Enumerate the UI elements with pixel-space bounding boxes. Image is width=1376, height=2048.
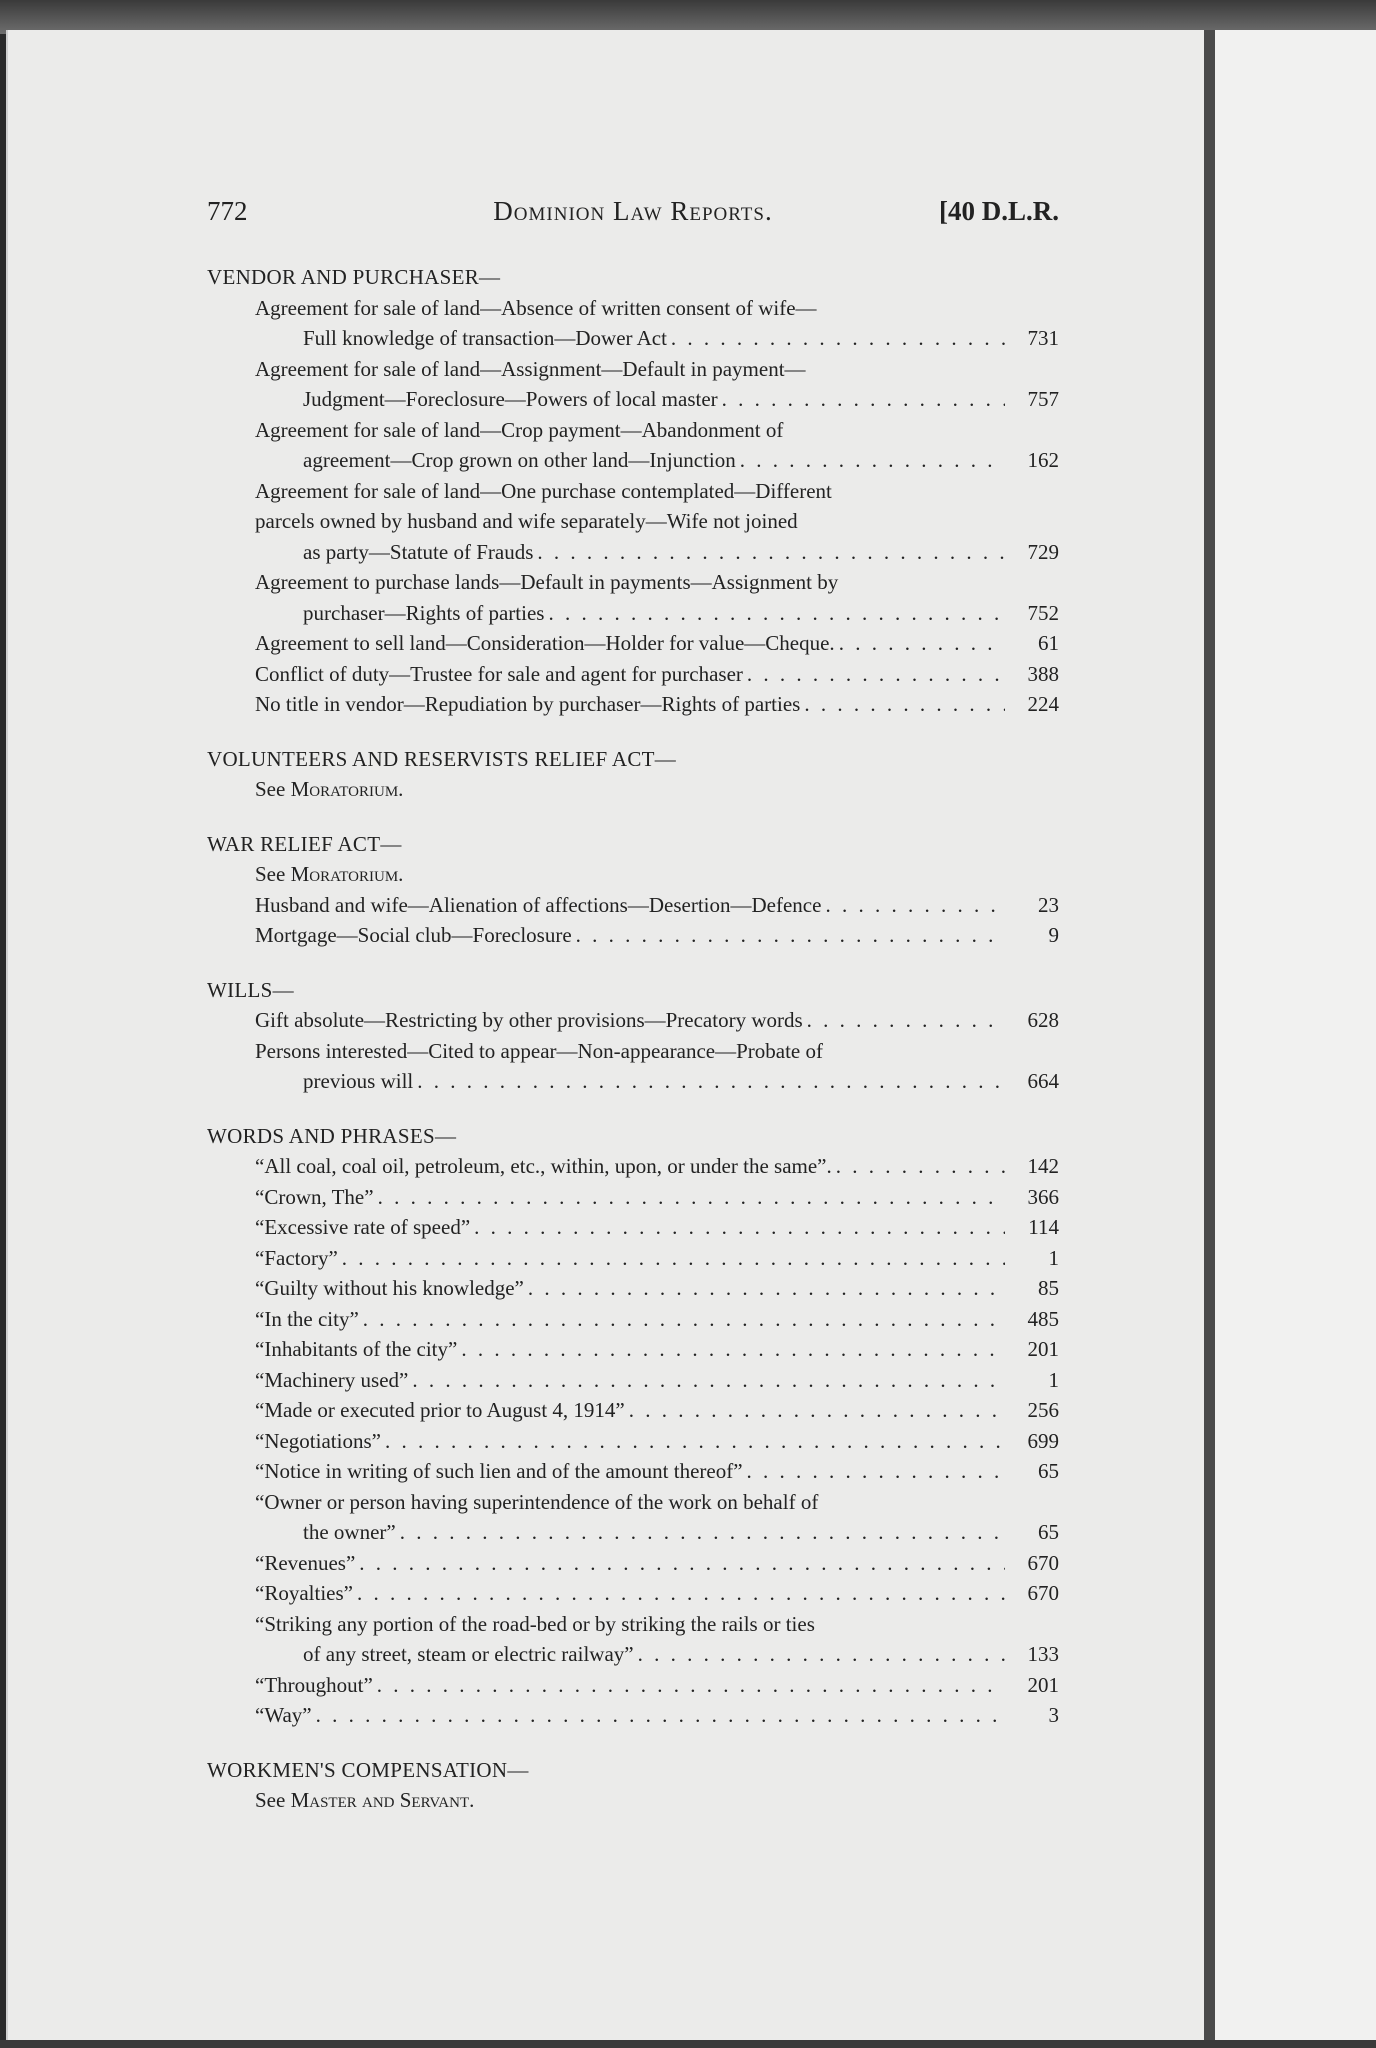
dot-leader [807, 1005, 1005, 1036]
entry-page-number: 142 [1027, 1154, 1059, 1178]
entry-text: of any street, steam or electric railway” [303, 1642, 634, 1666]
entry-text: the owner” [303, 1520, 396, 1544]
entry-text: “Royalties” [255, 1581, 353, 1605]
entry-last-line [255, 1273, 1005, 1304]
dot-leader [747, 659, 1005, 690]
entry-text: purchaser—Rights of parties [303, 600, 545, 625]
section-heading: WILLS— [207, 977, 294, 1002]
dot-leader [400, 1517, 1005, 1548]
index-entry [207, 659, 1059, 690]
index-entry [207, 1365, 1059, 1396]
entry-page-number: 65 [1038, 1520, 1059, 1544]
entry-text: Gift absolute—Restricting by other provisions—Precatory words [255, 1008, 803, 1032]
entry-text: as party—Statute of Frauds [303, 539, 534, 564]
entry-page-number: 1 [1048, 1245, 1059, 1270]
entry-text: Conflict of duty—Trustee for sale and agent for purchaser [255, 661, 743, 686]
see-reference: Moratorium. [290, 777, 404, 801]
index-entry [207, 1700, 1059, 1731]
entry-last-line [255, 1700, 1005, 1731]
dot-leader [576, 920, 1005, 951]
entry-last-line [255, 1334, 1005, 1365]
book-gutter [1204, 30, 1215, 2040]
entry-last-line [303, 384, 1005, 415]
entry-last-line [255, 1456, 1005, 1487]
facing-page [1215, 30, 1376, 2040]
entry-text: “Guilty without his knowledge” [255, 1276, 524, 1300]
index-entry [207, 354, 1059, 415]
dot-leader [537, 537, 1005, 568]
index-entry [207, 1304, 1059, 1335]
entry-last-line [255, 1005, 1005, 1036]
entry-last-line [303, 323, 1005, 354]
entry-page-number: 731 [1027, 326, 1059, 350]
entry-text: “Inhabitants of the city” [255, 1337, 458, 1361]
entry-text: “Throughout” [255, 1672, 373, 1697]
dot-leader [722, 384, 1005, 415]
dot-leader [548, 598, 1005, 629]
entry-last-line [303, 1639, 1005, 1670]
dot-leader [461, 1334, 1005, 1365]
entry-line: “Owner or person having superintendence of the work on behalf of [255, 1489, 819, 1514]
entry-line: “Striking any portion of the road-bed or by striking the rails or ties [255, 1611, 815, 1636]
see-prefix: See [255, 1788, 286, 1812]
index-entry [207, 1182, 1059, 1213]
entry-line: Agreement to purchase lands—Default in payments—Assignment by [255, 570, 839, 594]
dot-leader [671, 323, 1005, 354]
entry-text: “Negotiations” [255, 1428, 381, 1453]
entry-last-line [255, 659, 1005, 690]
entry-page-number: 162 [1027, 448, 1059, 472]
index-entry [207, 890, 1059, 921]
index-section [207, 262, 1059, 720]
entry-text: No title in vendor—Repudiation by purchaser—Rights of parties [255, 692, 801, 716]
entry-page-number: 757 [1027, 387, 1059, 411]
index-section [207, 829, 1059, 951]
index-entry [207, 415, 1059, 476]
section-heading: WAR RELIEF ACT— [207, 831, 402, 856]
entry-page-number: 699 [1027, 1428, 1059, 1453]
entry-text: previous will [303, 1069, 414, 1093]
index-entry [207, 1548, 1059, 1579]
dot-leader [417, 1066, 1005, 1097]
entry-last-line [255, 1395, 1005, 1426]
index-entry [207, 1273, 1059, 1304]
page-number: 772 [207, 196, 248, 226]
entry-page-number: 670 [1027, 1550, 1059, 1575]
entry-page-number: 23 [1038, 892, 1059, 917]
entry-page-number: 729 [1027, 539, 1059, 564]
entry-page-number: 3 [1048, 1703, 1059, 1727]
dot-leader [357, 1578, 1005, 1609]
dot-leader [747, 1456, 1005, 1487]
volume-reference: [40 D.L.R. [939, 196, 1059, 226]
scan-bottom-edge [0, 2040, 1376, 2048]
index-entry [207, 1487, 1059, 1548]
dot-leader [804, 689, 1005, 720]
index-content [207, 262, 1059, 1840]
entry-line: Persons interested—Cited to appear—Non-appearance—Probate of [255, 1038, 823, 1063]
entry-page-number: 628 [1027, 1008, 1059, 1032]
see-reference: Moratorium. [290, 862, 404, 886]
index-section [207, 744, 1059, 805]
entry-line: Agreement for sale of land—Assignment—Default in payment— [255, 356, 806, 381]
entry-text: “Crown, The” [255, 1184, 374, 1209]
index-entry [207, 628, 1059, 659]
entry-line: Agreement for sale of land—Crop payment—Abandonment of [255, 417, 784, 442]
dot-leader [342, 1243, 1005, 1274]
entry-last-line [303, 1066, 1005, 1097]
dot-leader [825, 890, 1005, 921]
index-entry [207, 567, 1059, 628]
index-section [207, 975, 1059, 1097]
index-section [207, 1755, 1059, 1816]
dot-leader [385, 1426, 1005, 1457]
entry-page-number: 366 [1027, 1184, 1059, 1209]
entry-last-line [303, 445, 1005, 476]
entry-page-number: 65 [1038, 1459, 1059, 1483]
entry-last-line [255, 628, 1005, 659]
entry-last-line [255, 1243, 1005, 1274]
dot-leader [836, 1151, 1005, 1182]
see-reference: Master and Servant. [290, 1788, 475, 1812]
entry-last-line [255, 1426, 1005, 1457]
entry-text: “Made or executed prior to August 4, 1914” [255, 1398, 625, 1422]
dot-leader [316, 1700, 1005, 1731]
entry-text: “Factory” [255, 1245, 338, 1270]
entry-page-number: 670 [1027, 1581, 1059, 1605]
entry-text: “Excessive rate of speed” [255, 1215, 471, 1239]
entry-page-number: 201 [1027, 1337, 1059, 1361]
dot-leader [359, 1548, 1005, 1579]
dot-leader [377, 1670, 1005, 1701]
entry-page-number: 61 [1038, 631, 1059, 655]
entry-last-line [255, 1304, 1005, 1335]
entry-page-number: 133 [1027, 1642, 1059, 1666]
index-entry [207, 1609, 1059, 1670]
entry-line: Agreement for sale of land—Absence of written consent of wife— [255, 295, 817, 320]
entry-page-number: 1 [1048, 1367, 1059, 1392]
see-prefix: See [255, 777, 286, 801]
dot-leader [412, 1365, 1005, 1396]
entry-page-number: 114 [1028, 1215, 1059, 1239]
entry-text: “Notice in writing of such lien and of the amount thereof” [255, 1459, 743, 1483]
entry-page-number: 388 [1027, 661, 1059, 686]
index-entry [207, 1036, 1059, 1097]
section-heading: VENDOR AND PURCHASER— [207, 265, 501, 289]
entry-last-line [303, 1517, 1005, 1548]
entry-last-line [255, 1212, 1005, 1243]
dot-leader [378, 1182, 1005, 1213]
cross-reference [207, 1785, 1059, 1816]
entry-page-number: 9 [1048, 923, 1059, 947]
entry-last-line [255, 1151, 1005, 1182]
section-heading: VOLUNTEERS AND RESERVISTS RELIEF ACT— [207, 746, 677, 771]
dot-leader [629, 1395, 1005, 1426]
index-entry [207, 293, 1059, 354]
index-entry [207, 1578, 1059, 1609]
index-entry [207, 1456, 1059, 1487]
index-entry [207, 689, 1059, 720]
entry-text: Husband and wife—Alienation of affections—Desertion—Defence [255, 892, 822, 917]
index-entry [207, 920, 1059, 951]
entry-page-number: 752 [1027, 600, 1059, 625]
dot-leader [363, 1304, 1005, 1335]
dot-leader [528, 1273, 1005, 1304]
page-title: Dominion Law Reports. [493, 196, 773, 226]
entry-line: parcels owned by husband and wife separately—Wife not joined [255, 509, 798, 533]
entry-last-line [255, 1182, 1005, 1213]
entry-last-line [255, 689, 1005, 720]
dot-leader [839, 628, 1005, 659]
index-entry [207, 476, 1059, 568]
index-entry [207, 1212, 1059, 1243]
entry-text: Mortgage—Social club—Foreclosure [255, 923, 572, 947]
entry-last-line [255, 1365, 1005, 1396]
entry-last-line [303, 537, 1005, 568]
entry-last-line [303, 598, 1005, 629]
index-entry [207, 1005, 1059, 1036]
entry-text: “Revenues” [255, 1550, 356, 1575]
section-heading: WORKMEN'S COMPENSATION— [207, 1757, 529, 1782]
index-entry [207, 1243, 1059, 1274]
index-section [207, 1121, 1059, 1731]
index-entry [207, 1670, 1059, 1701]
entry-text: “In the city” [255, 1306, 359, 1331]
dot-leader [740, 445, 1005, 476]
index-entry [207, 1151, 1059, 1182]
entry-text: agreement—Crop grown on other land—Injunction [303, 448, 736, 472]
dot-leader [638, 1639, 1005, 1670]
cross-reference [207, 859, 1059, 890]
index-entry [207, 1395, 1059, 1426]
see-prefix: See [255, 862, 286, 886]
entry-text: Full knowledge of transaction—Dower Act [303, 326, 667, 350]
entry-page-number: 485 [1027, 1306, 1059, 1331]
entry-text: “All coal, coal oil, petroleum, etc., within, upon, or under the same”. [255, 1154, 832, 1178]
entry-text: “Machinery used” [255, 1367, 409, 1392]
running-header [207, 196, 1059, 236]
entry-text: Agreement to sell land—Consideration—Holder for value—Cheque. [255, 631, 835, 655]
scan-top-edge [0, 0, 1376, 34]
entry-page-number: 224 [1027, 692, 1059, 716]
entry-page-number: 85 [1038, 1276, 1059, 1300]
dot-leader [474, 1212, 1005, 1243]
index-entry [207, 1426, 1059, 1457]
entry-text: Judgment—Foreclosure—Powers of local master [303, 387, 718, 411]
entry-last-line [255, 1578, 1005, 1609]
entry-page-number: 201 [1027, 1672, 1059, 1697]
entry-page-number: 664 [1027, 1069, 1059, 1093]
section-heading: WORDS AND PHRASES— [207, 1123, 457, 1148]
entry-page-number: 256 [1027, 1398, 1059, 1422]
entry-text: “Way” [255, 1703, 312, 1727]
entry-last-line [255, 890, 1005, 921]
entry-last-line [255, 920, 1005, 951]
index-entry [207, 1334, 1059, 1365]
entry-line: Agreement for sale of land—One purchase contemplated—Different [255, 478, 832, 503]
cross-reference [207, 774, 1059, 805]
entry-last-line [255, 1548, 1005, 1579]
entry-last-line [255, 1670, 1005, 1701]
